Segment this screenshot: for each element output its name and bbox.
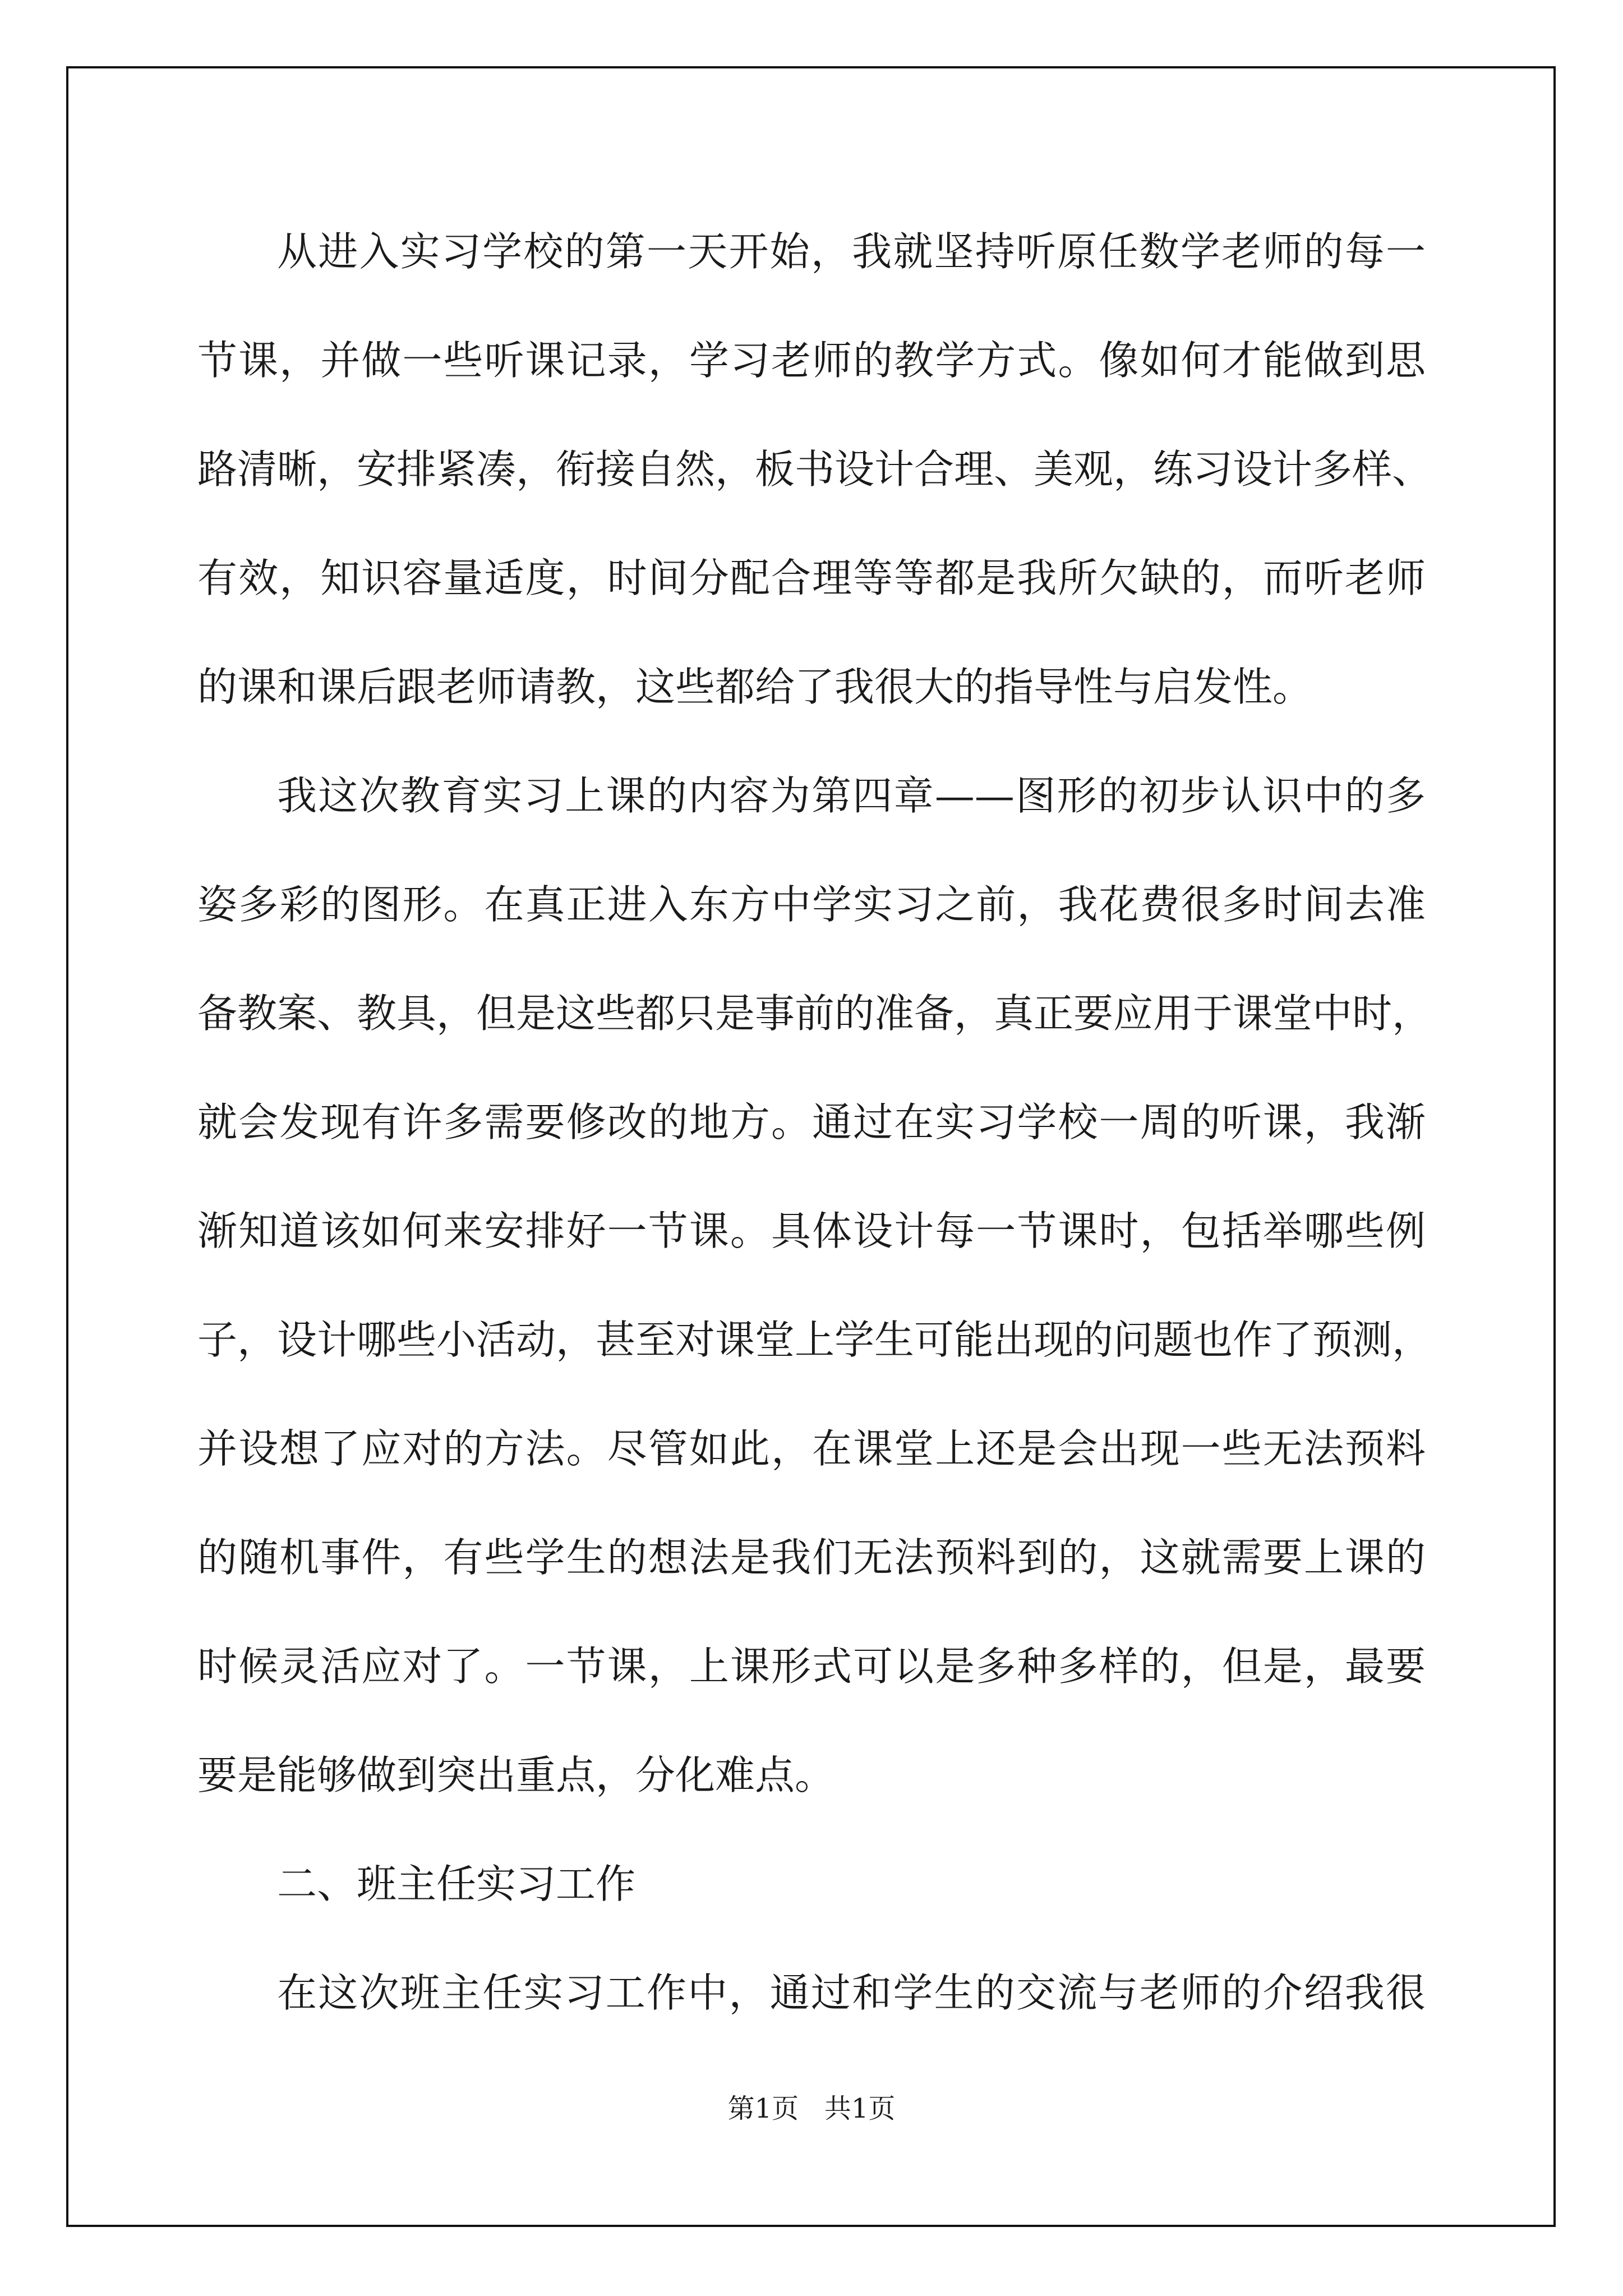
text-line: 渐知道该如何来安排好一节课。具体设计每一节课时，包括举哪些例 [197, 1208, 1426, 1254]
page-footer: 第1页 共1页 [727, 2093, 896, 2124]
text-line: 就会发现有许多需要修改的地方。通过在实习学校一周的听课，我渐 [197, 1099, 1426, 1145]
text-line: 要是能够做到突出重点，分化难点。 [197, 1752, 835, 1798]
text-line: 的课和课后跟老师请教，这些都给了我很大的指导性与启发性。 [197, 664, 1313, 710]
text-line: 节课，并做一些听课记录，学习老师的教学方式。像如何才能做到思 [197, 337, 1426, 384]
text-line: 的随机事件，有些学生的想法是我们无法预料到的，这就需要上课的 [197, 1534, 1426, 1581]
text-line: 我这次教育实习上课的内容为第四章——图形的初步认识中的多 [277, 772, 1426, 819]
text-line: 姿多彩的图形。在真正进入东方中学实习之前，我花费很多时间去准 [197, 881, 1426, 928]
text-line: 有效，知识容量适度，时间分配合理等等都是我所欠缺的，而听老师 [197, 555, 1426, 601]
section-heading: 二、班主任实习工作 [277, 1861, 636, 1907]
text-line: 路清晰，安排紧凑，衔接自然，板书设计合理、美观，练习设计多样、 [197, 446, 1432, 493]
text-line: 时候灵活应对了。一节课，上课形式可以是多种多样的，但是，最要 [197, 1643, 1426, 1690]
text-line: 备教案、教具，但是这些都只是事前的准备，真正要应用于课堂中时， [197, 990, 1432, 1037]
text-line: 从进入实习学校的第一天开始，我就坚持听原任数学老师的每一 [277, 228, 1426, 275]
text-line: 并设想了应对的方法。尽管如此，在课堂上还是会出现一些无法预料 [197, 1425, 1426, 1472]
document-body [197, 197, 1432, 2047]
text-line: 子，设计哪些小活动，甚至对课堂上学生可能出现的问题也作了预测， [197, 1317, 1432, 1363]
text-line: 在这次班主任实习工作中，通过和学生的交流与老师的介绍我很 [277, 1970, 1426, 2016]
